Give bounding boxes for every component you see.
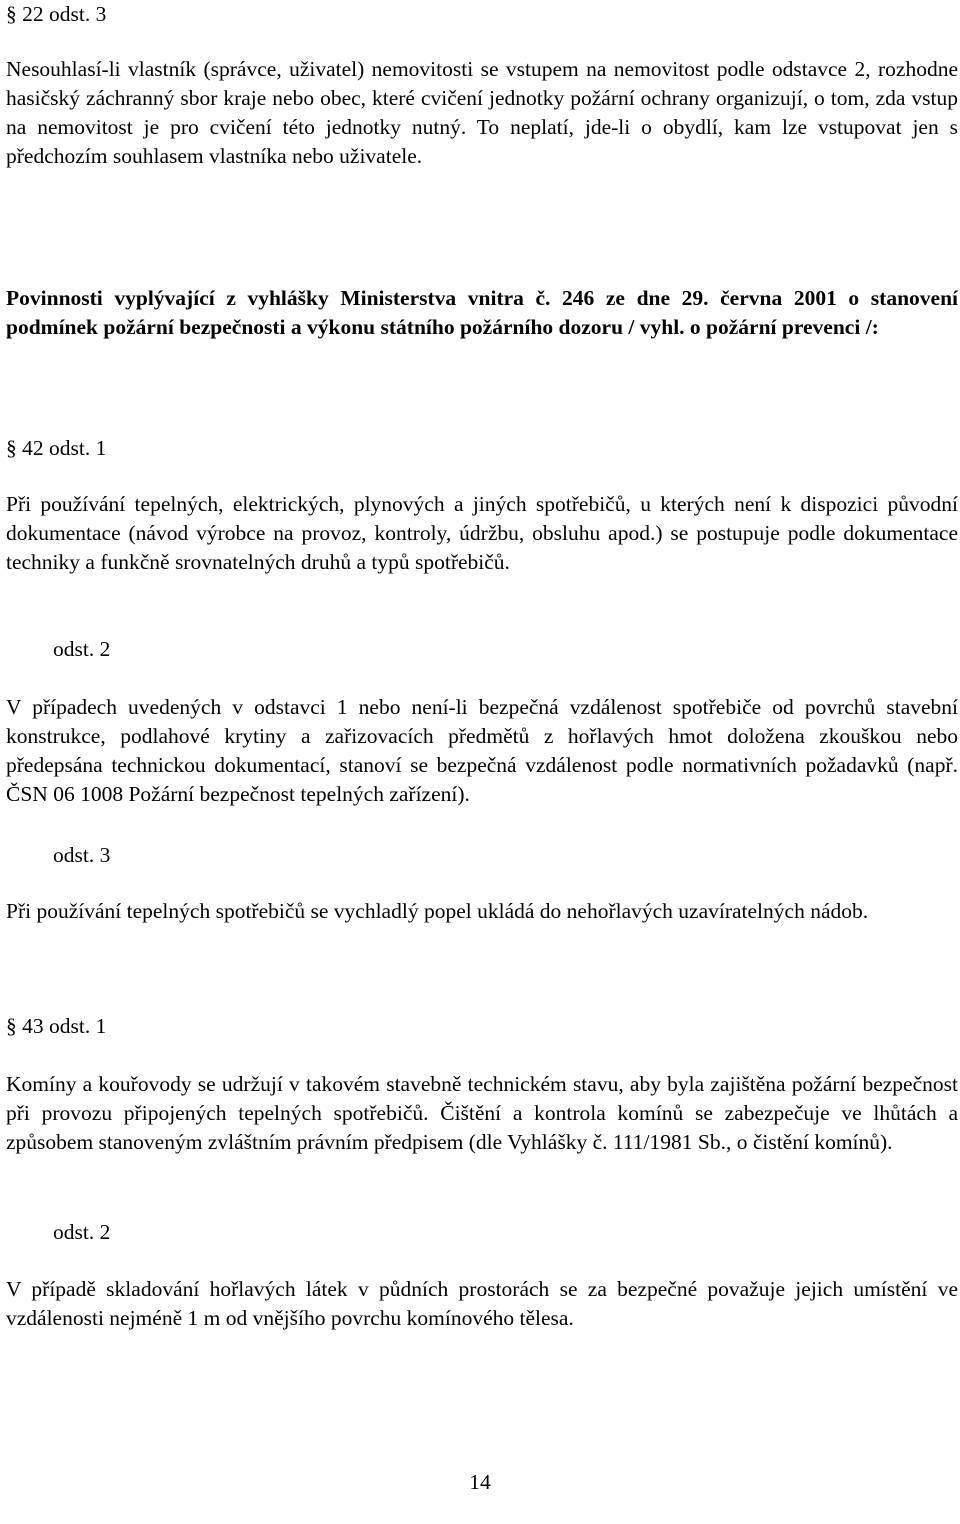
bold-title: Povinnosti vyplývající z vyhlášky Ministerstva vnitra č. 246 ze dne 29. června 2001 o stanovení podmínek požární bezpečnosti a výkonu státního požárního dozoru / vyhl. o požární prevenci /: bbox=[6, 286, 958, 339]
page-number: 14 bbox=[469, 1470, 491, 1494]
subsection-heading-42-3: odst. 3 bbox=[53, 843, 111, 867]
section-heading-42: § 42 odst. 1 bbox=[6, 436, 107, 460]
section-heading-22: § 22 odst. 3 bbox=[6, 2, 107, 26]
paragraph-42-3: Při používání tepelných spotřebičů se vychladlý popel ukládá do nehořlavých uzavíratelných nádob. bbox=[6, 899, 869, 923]
subsection-heading-43-2: odst. 2 bbox=[53, 1220, 111, 1244]
paragraph-42-2: V případech uvedených v odstavci 1 nebo není-li bezpečná vzdálenost spotřebiče od povrchů stavební konstrukce, podlahové krytiny a zařizovacích předmětů z hořlavých hmot doložena zkouškou nebo předepsána technickou dokumentací, stanoví se bezpečná vzdálenost podle normativních požadavků (např. ČSN 06 1008 Požární bezpečnost tepelných zařízení). bbox=[6, 695, 958, 806]
paragraph-43-1: Komíny a kouřovody se udržují v takovém stavebně technickém stavu, aby byla zajištěna požární bezpečnost při provozu připojených tepelných spotřebičů. Čištění a kontrola komínů se zabezpečuje ve lhůtách a způsobem stanoveným zvláštním právním předpisem (dle Vyhlášky č. 111/1981 Sb., o čistění komínů). bbox=[6, 1072, 958, 1154]
section-heading-43: § 43 odst. 1 bbox=[6, 1014, 107, 1038]
subsection-heading-42-2: odst. 2 bbox=[53, 637, 111, 661]
paragraph-43-2: V případě skladování hořlavých látek v půdních prostorách se za bezpečné považuje jejich umístění ve vzdálenosti nejméně 1 m od vnějšího povrchu komínového tělesa. bbox=[6, 1277, 958, 1330]
paragraph-42-1: Při používání tepelných, elektrických, plynových a jiných spotřebičů, u kterých není k dispozici původní dokumentace (návod výrobce na provoz, kontroly, údržbu, obsluhu apod.) se postupuje podle dokumentace techniky a funkčně srovnatelných druhů a typů spotřebičů. bbox=[6, 492, 958, 574]
paragraph-22-3: Nesouhlasí-li vlastník (správce, uživatel) nemovitosti se vstupem na nemovitost podle odstavce 2, rozhodne hasičský záchranný sbor kraje nebo obec, které cvičení jednotky požární ochrany organizují, o tom, zda vstup na nemovitost je pro cvičení této jednotky nutný. To neplatí, jde-li o obydlí, kam lze vstupovat jen s předchozím souhlasem vlastníka nebo uživatele. bbox=[6, 57, 958, 168]
